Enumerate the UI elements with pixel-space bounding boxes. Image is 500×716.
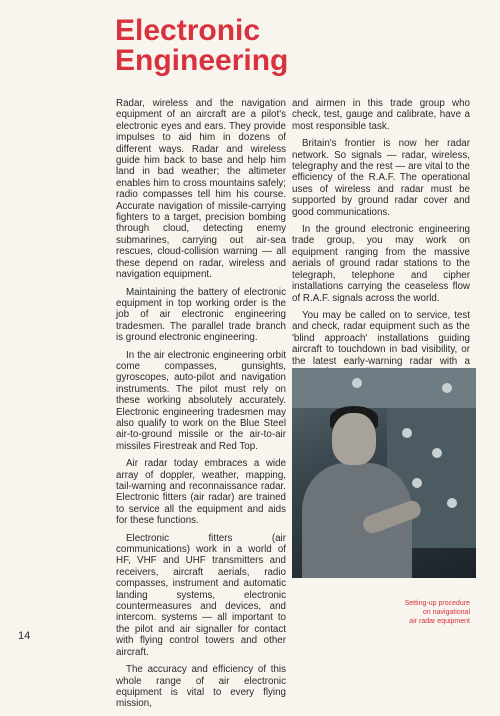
paragraph: Maintaining the battery of electronic equipment in top working order is the job of air electronic engineering tradesmen. The parallel trade branch is ground electronic engineering. (116, 286, 286, 344)
paragraph: The accuracy and efficiency of this whole range of air electronic equipment is vital to every flying mission, (116, 664, 286, 710)
title-line-2: Engineering (115, 44, 289, 77)
paragraph: Britain's frontier is now her radar network. So signals — radar, wireless, telegraphy and the rest — are vital to the efficiency of the R.A.F. The operational uses of wireless and radar must be supported by ground radar cover and good communications. (292, 138, 470, 218)
dial-knob (447, 498, 457, 508)
technician-photo (292, 368, 476, 578)
photo-caption (360, 599, 470, 626)
caption-line: on navigational (422, 609, 470, 616)
paragraph: Air radar today embraces a wide array of doppler, weather, mapping, tail-warning and reconnaissance radar. Electronic fitters (air radar) are trained to service all the equipment and aids for these functions. (116, 458, 286, 527)
page-title (115, 16, 288, 76)
dial-knob (402, 428, 412, 438)
dial-knob (352, 378, 362, 388)
caption-line: Setting-up procedure (404, 600, 470, 607)
dial-knob (442, 383, 452, 393)
paragraph: You may be called on to service, test and check, radar equipment such as the 'blind approach' installations guiding aircraft to touchdown in bad visibility, or the latest early-warning radar with a (292, 309, 470, 367)
technician-head (332, 413, 376, 465)
caption-line: air radar equipment (409, 618, 470, 625)
paragraph: Radar, wireless and the navigation equipment of an aircraft are a pilot's electronic eyes and ears. They provide impulses to aid him in dozens of different ways. Radar and wireless guide him back to base and help him land in bad weather; the altimeter enables him to cross mountains safely; radio compasses tell him his course. Accurate navigation of missile-carrying fighters to a target, precision bombing through cloud, detecting enemy submarines, carrying out air-sea rescues, cloud-collision warning — all these depend on radar, wireless and navigation equipment. (116, 98, 286, 281)
paragraph: Electronic fitters (air communications) work in a world of HF, VHF and UHF transmitters and receivers, aircraft aerials, radio compasses, instrument and automatic landing systems, electronic countermeasures and devices, and intercom. systems — all important to the pilot and air signaller for contact with flying control towers and other aircraft. (116, 532, 286, 658)
dial-knob (412, 478, 422, 488)
title-line-1: Electronic (115, 14, 261, 47)
dial-knob (432, 448, 442, 458)
paragraph: and airmen in this trade group who check, test, gauge and calibrate, have a most responsible task. (292, 98, 470, 132)
page-number: 14 (18, 630, 31, 642)
paragraph: In the ground electronic engineering trade group, you may work on equipment ranging from the massive aerials of ground radar stations to the telegraph, telephone and cipher installations carrying the ceaseless flow of R.A.F. signals across the world. (292, 224, 470, 304)
left-text-column (116, 98, 286, 716)
paragraph: In the air electronic engineering orbit come compasses, gunsights, gyroscopes, auto-pilot and navigation instruments. The pilot must rely on these working absolutely accurately. Electronic engineering tradesmen may also qualify to work on the Blue Steel air-to-ground missile or the air-to-air missiles Firestreak and Red Top. (116, 349, 286, 452)
